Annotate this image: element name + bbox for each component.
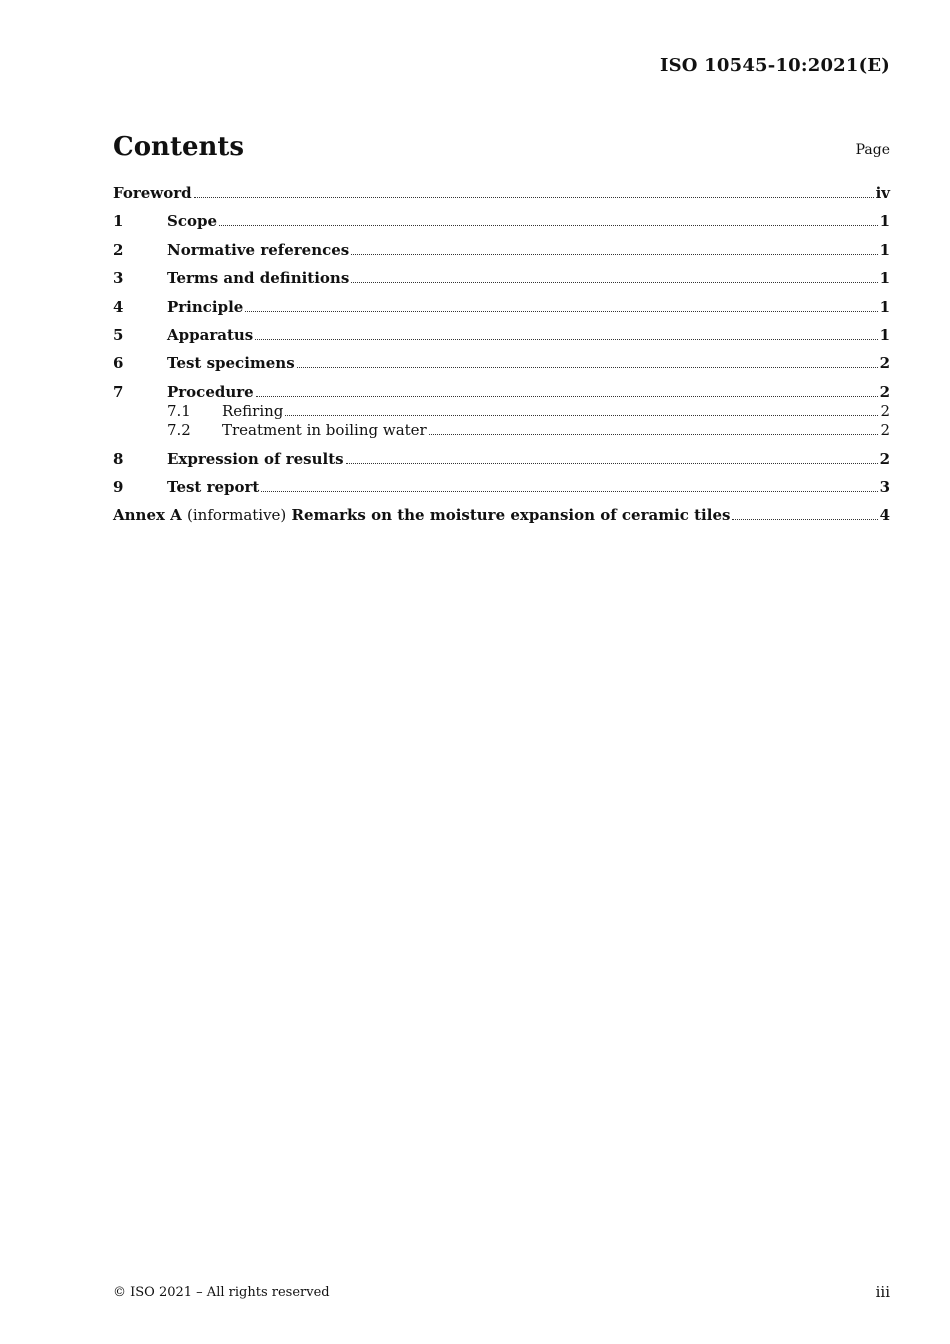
dot-leader — [256, 396, 878, 397]
dot-leader — [261, 491, 877, 492]
dot-leader — [732, 519, 877, 520]
toc-page: 1 — [879, 269, 890, 288]
dot-leader — [245, 311, 877, 312]
toc-subtitle: Refiring — [222, 402, 284, 421]
dot-leader — [255, 339, 877, 340]
toc-page: 4 — [879, 506, 890, 525]
toc-number: 9 — [113, 477, 124, 496]
toc-entry-7[interactable] — [113, 383, 890, 402]
dot-leader — [429, 434, 879, 435]
toc-title: Terms and definitions — [167, 269, 350, 288]
toc-subnumber: 7.2 — [167, 421, 191, 440]
dot-leader — [219, 225, 878, 226]
toc-page: iv — [875, 184, 890, 202]
table-of-contents — [113, 184, 890, 535]
toc-entry-8[interactable] — [113, 450, 890, 469]
toc-subnumber: 7.1 — [167, 402, 191, 421]
toc-entry-foreword[interactable] — [113, 184, 890, 203]
toc-entry-9[interactable] — [113, 478, 890, 497]
annex-type: (informative) — [187, 506, 287, 525]
page-column-label: Page — [855, 142, 890, 158]
dot-leader — [297, 367, 878, 368]
toc-subtitle: Treatment in boiling water — [222, 421, 427, 440]
dot-leader — [346, 463, 878, 464]
annex-title: Remarks on the moisture expansion of ceramic tiles — [291, 506, 731, 525]
toc-page: 1 — [879, 297, 890, 316]
toc-title: Procedure — [167, 382, 254, 401]
toc-entry-6[interactable] — [113, 354, 890, 373]
toc-entry-4[interactable] — [113, 298, 890, 317]
toc-number: 1 — [113, 212, 124, 231]
dot-leader — [351, 282, 877, 283]
toc-entry-annex-a[interactable] — [113, 506, 890, 525]
toc-number: 2 — [113, 240, 124, 259]
toc-title: Normative references — [167, 240, 350, 259]
toc-title: Test specimens — [167, 354, 295, 373]
toc-page: 1 — [879, 325, 890, 344]
toc-entry-1[interactable] — [113, 212, 890, 231]
toc-title: Test report — [167, 477, 260, 496]
toc-number: 8 — [113, 449, 124, 468]
toc-title: Apparatus — [167, 325, 254, 344]
copyright-notice: © ISO 2021 – All rights reserved — [113, 1285, 330, 1300]
toc-number: 7 — [113, 382, 124, 401]
toc-subentry-7-1[interactable] — [113, 402, 890, 421]
toc-entry-5[interactable] — [113, 326, 890, 345]
dot-leader — [194, 197, 874, 198]
toc-page: 2 — [879, 382, 890, 401]
toc-number: 6 — [113, 354, 124, 373]
toc-title: Principle — [167, 297, 244, 316]
toc-page: 2 — [879, 354, 890, 373]
toc-page: 2 — [880, 402, 890, 421]
toc-title: Scope — [167, 212, 218, 231]
toc-page: 2 — [879, 449, 890, 468]
toc-page: 1 — [879, 240, 890, 259]
page-number: iii — [875, 1283, 890, 1301]
contents-title: Contents — [113, 132, 245, 162]
toc-title: Expression of results — [167, 449, 344, 468]
annex-label: Annex A — [113, 506, 182, 525]
document-id: ISO 10545-10:2021(E) — [659, 55, 890, 76]
dot-leader — [351, 254, 877, 255]
toc-title: Foreword — [113, 184, 192, 202]
toc-page: 3 — [879, 477, 890, 496]
toc-number: 5 — [113, 325, 124, 344]
toc-page: 2 — [880, 421, 890, 440]
dot-leader — [285, 415, 878, 416]
toc-entry-3[interactable] — [113, 269, 890, 288]
toc-subentry-7-2[interactable] — [113, 421, 890, 440]
toc-number: 3 — [113, 269, 124, 288]
toc-page: 1 — [879, 212, 890, 231]
toc-number: 4 — [113, 297, 124, 316]
toc-entry-2[interactable] — [113, 241, 890, 260]
